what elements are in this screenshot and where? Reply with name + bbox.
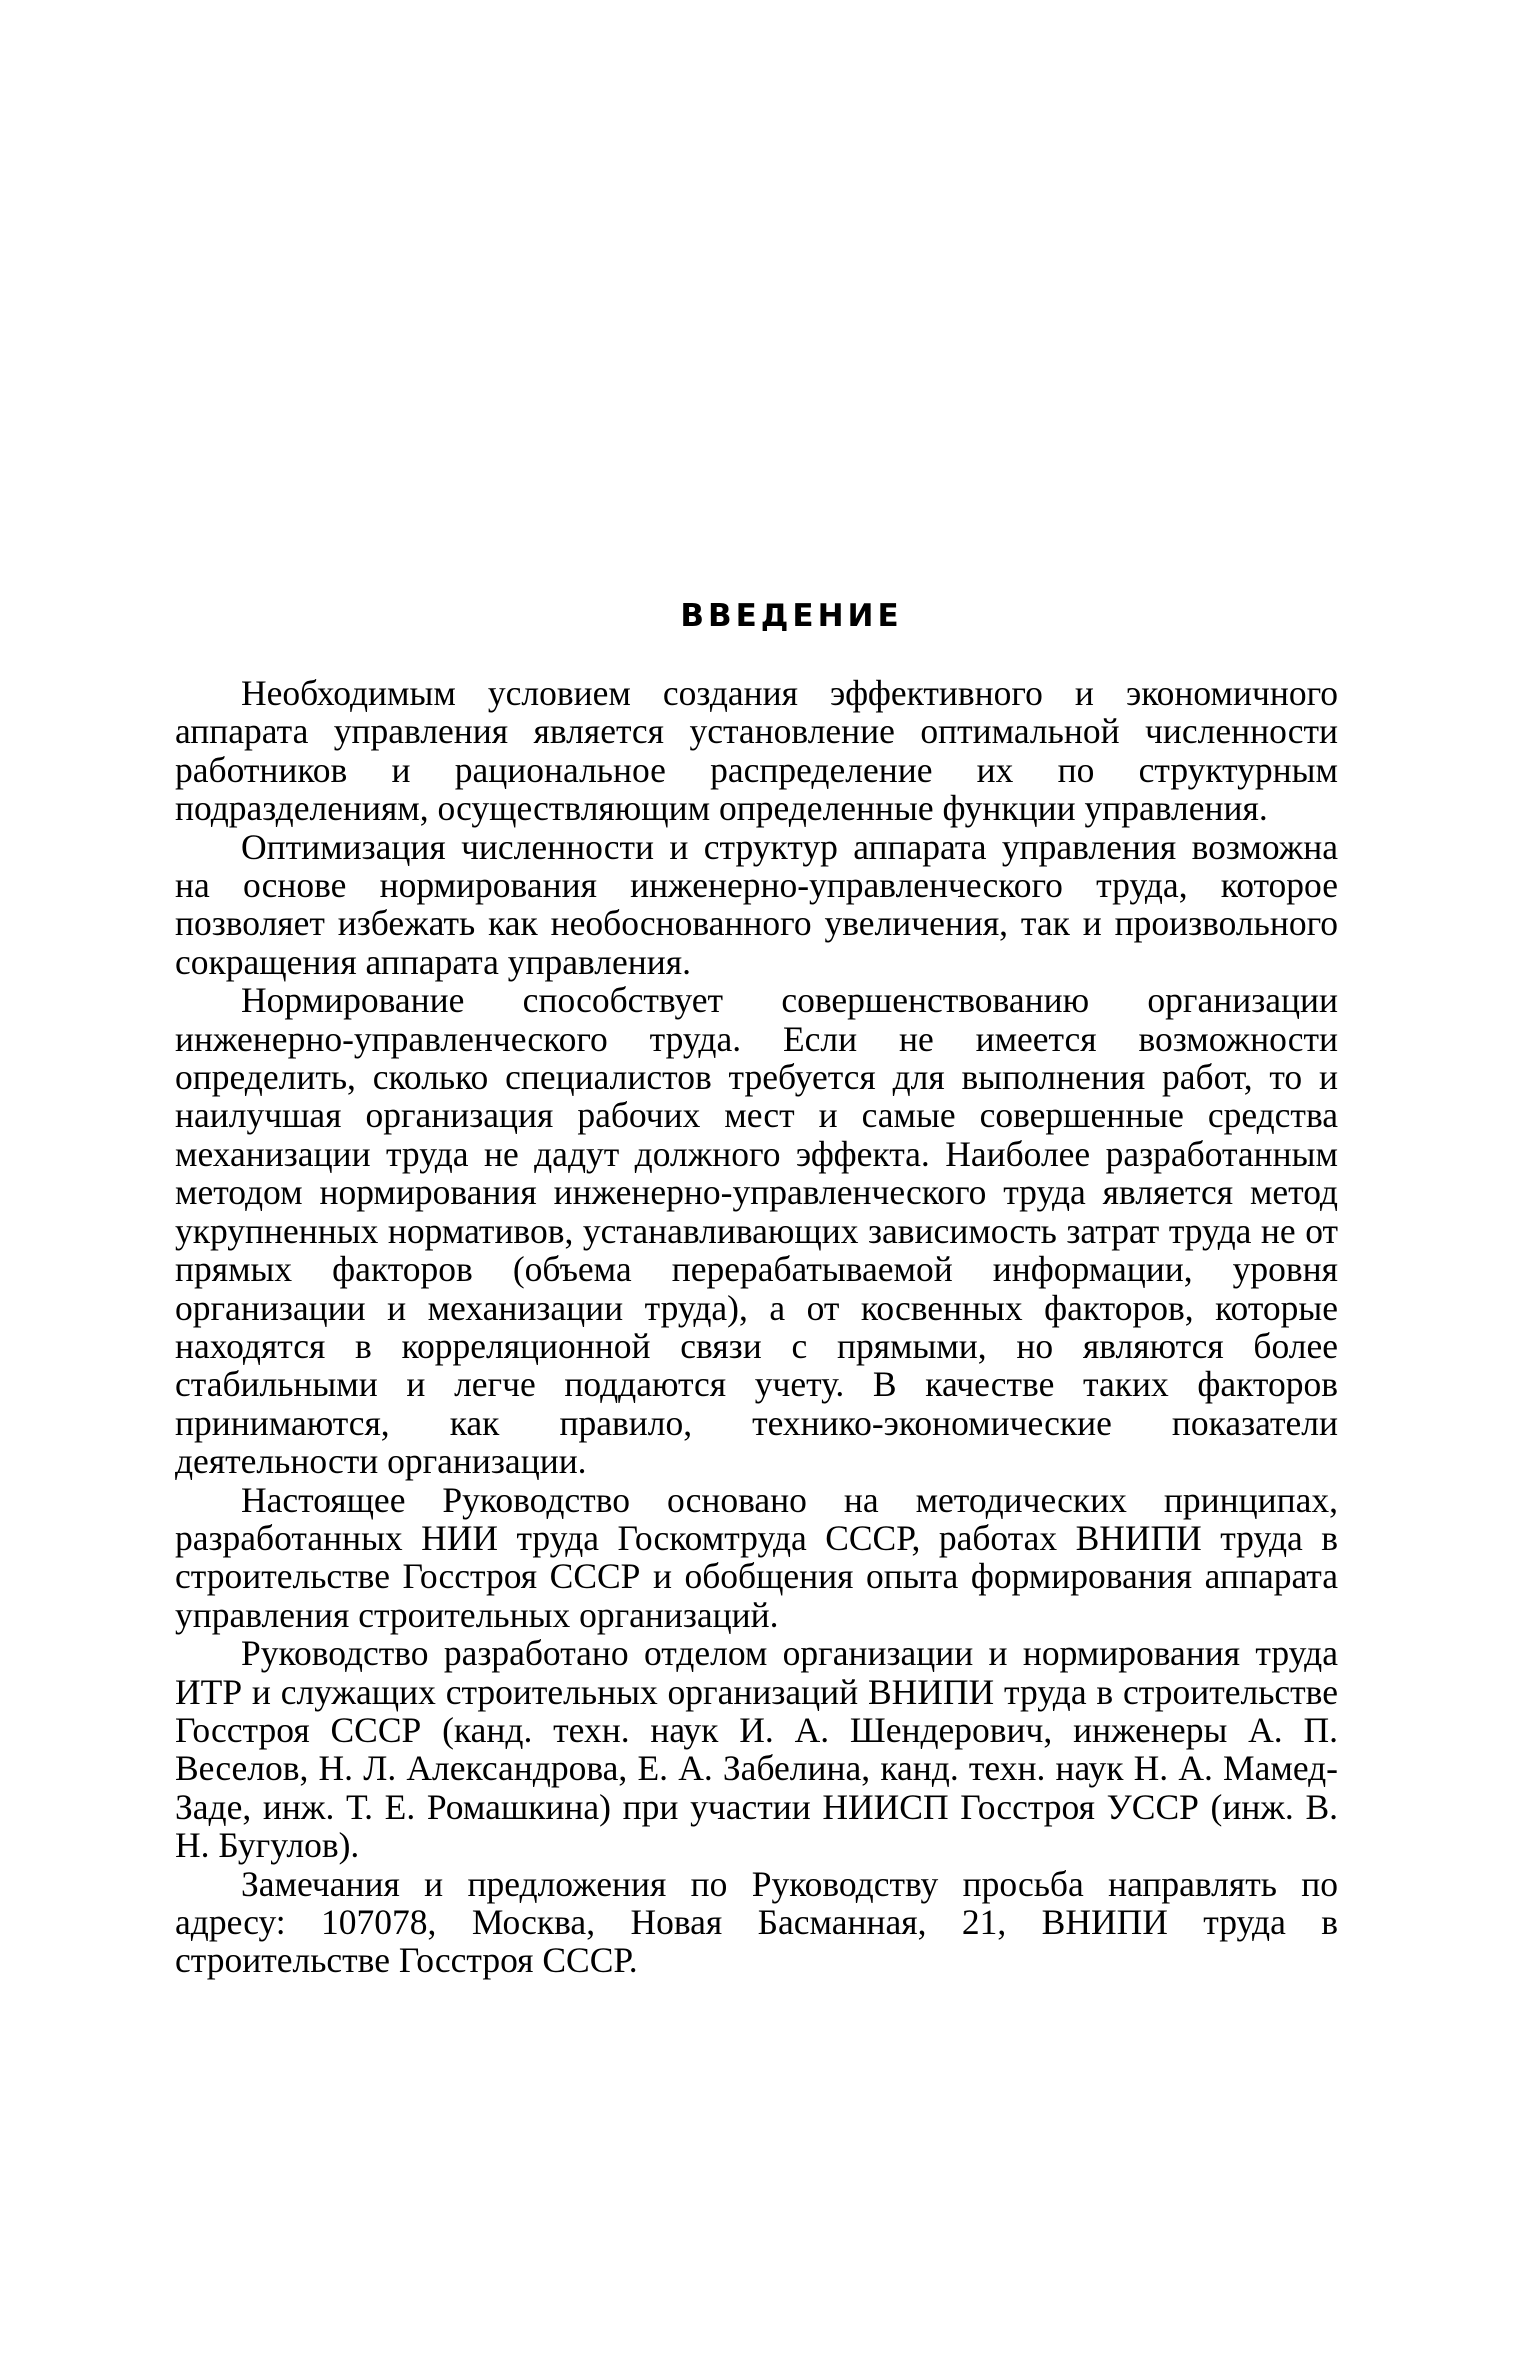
paragraph-4: Настоящее Руководство основано на методических принципах, разработанных НИИ труда Госкомтруда СССР, работах ВНИПИ труда в строительстве Госстроя СССР и обобщения опыта формирования аппарата управления строительных организаций. bbox=[175, 1479, 1338, 1635]
paragraph-2: Оптимизация численности и структур аппарата управления возможна на основе нормирования инженерно-управленческого труда, которое позволяет избежать как необоснованного увеличения, так и произвольного сокращения аппарата управления. bbox=[175, 826, 1338, 982]
paragraph-5: Руководство разработано отделом организации и нормирования труда ИТР и служащих строительных организаций ВНИПИ труда в строительстве Госстроя СССР (канд. техн. наук И. А. Шендерович, инженеры А. П. Веселов, Н. Л. Александрова, Е. А. Забелина, канд. техн. наук Н. А. Мамед-Заде, инж. Т. Е. Ромашкина) при участии НИИСП Госстроя УССР (инж. В. Н. Бугулов). bbox=[175, 1633, 1338, 1866]
page-title: ВВЕДЕНИЕ bbox=[680, 598, 903, 634]
document-page bbox=[175, 598, 1338, 1980]
paragraph-1: Необходимым условием создания эффективного и экономичного аппарата управления является установление оптимальной численности работников и рациональное распределение их по структурным подразделениям, осуществляющим определенные функции управления. bbox=[175, 673, 1338, 829]
paragraph-3: Нормирование способствует совершенствованию организации инженерно-управленческого труда. Если не имеется возможности определить, сколько специалистов требуется для выполнения работ, то и наилучшая организация рабочих мест и самые совершенные средства механизации труда не дадут должного эффекта. Наиболее разработанным методом нормирования инженерно-управленческого труда является метод укрупненных нормативов, устанавливающих зависимость затрат труда не от прямых факторов (объема перерабатываемой информации, уровня организации и механизации труда), а от косвенных факторов, которые находятся в корреляционной связи с прямыми, но являются более стабильными и легче поддаются учету. В качестве таких факторов принимаются, как правило, технико-экономические показатели деятельности организации. bbox=[175, 980, 1338, 1482]
paragraph-6: Замечания и предложения по Руководству просьба направлять по адресу: 107078, Москва, Новая Басманная, 21, ВНИПИ труда в строительстве Госстроя СССР. bbox=[175, 1863, 1338, 1981]
body-text bbox=[175, 674, 1338, 1980]
